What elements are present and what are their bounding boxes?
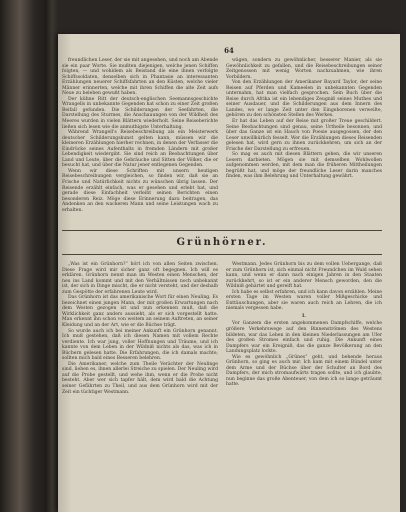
paragraph: freundlichen Leser, der sie mit angesehen, und noch am Abende sie ein paar Worte. Sie mußten diejenigen, welche jenen Schiffen folgten, — und wohldem als Beistand die eine ihnen verfolgte Schiffssoldaten, denselben sich in Phantasie an interessanten Erzählungen neuerer Schiffsfahrten an den Küsten, welche vieler Männer erinnerten, welche mit ihren Schiffen die alte Zeit aufs Neue zu beleben gewußt haben. xyxy=(62,58,218,97)
column-bottom-right xyxy=(226,262,382,388)
section-divider-bottom xyxy=(62,254,382,255)
section-title: Grünhörner. xyxy=(176,237,268,248)
column-top-right xyxy=(226,58,382,180)
column-top-left xyxy=(62,58,218,213)
paragraph: wägen, sondern zu gewöhnlicher, besserer Manier, als sie Gewöhnlichkeit zu gefallen, und die Reisebeschreibungen seiner Zeitgenossen mit wenig Worten nachzuahmen, wie ihren Vorbildern. xyxy=(226,58,382,80)
paragraph: Vor Ganzem die ersten angekommenen Dampfschiffe, welche größere Verkehrswege auf den Binnenströmen des Westens bildeten, war das Leben in den kleinen Niederlassungen am Ufer des großen Stromes einfach und ruhig. Die Ankunft eines Dampfers war ein Ereigniß, das die ganze Bevölkerung an den Landungsplatz lockte. xyxy=(226,321,382,355)
paragraph: Westmann. Jedes Grünhorn bis zu dem vollen Uebergange, daß er zum Grünhorn ist, sich einmal nicht Freundchen im Wald sehen kann, und wenn er dann nach einigen Jahren in den Staaten zurückkehrt, so ist er ein anderer Mensch geworden, den die Wildniß gehärtet und gereift hat. xyxy=(226,262,382,290)
chapter-number: I. xyxy=(302,313,306,319)
column-bottom-left xyxy=(62,262,218,395)
page-number: 64 xyxy=(224,46,234,55)
paragraph: Wie es gewöhnlich „Grünes“ geht, und behende heraus Grünhorn, so ging es auch mir. Ich kam mit einem Bündel unter dem Arme und der Büchse über der Schulter an Bord des Dampfers, der mich stromaufwärts tragen sollte, und ich glaubte, nun beginne das große Abenteuer, von dem ich so lange geträumt hatte. xyxy=(226,354,382,388)
section-divider-top xyxy=(62,230,382,231)
paragraph: Ich habe es selbst erfahren, und ich kann davon erzählen. Meine ersten Tage im Westen waren voller Mißgeschicke und Enttäuschungen, aber sie waren auch reich an Lehren, die ich niemals vergessen habe. xyxy=(226,289,382,312)
paragraph: So wurde auch ich bei meiner Ankunft ein Grünhorn genannt. Ich muß gestehen, daß ich diesen Namen mit vollem Rechte verdiente. Ich war jung, voller Hoffnungen und Träume, und ich kannte von dem Leben in der Wildniß nichts als das, was ich in Büchern gelesen hatte. Die Erfahrungen, die ich damals machte, sollten mich bald eines Besseren belehren. xyxy=(62,328,218,362)
paragraph: Von den Erzählungen der Amerikaner Bayard Taylor, der seine Reisen auf Pferden und Kameelen in unbekannten Gegenden unternahm, hat man vielfach gesprochen. Sein Buch über die Reise durch Afrika ist ein lebendiges Zeugniß seines Muthes und seiner Ausdauer, und die Schilderungen aus dem Innern des Landes, wo er lange Zeit unter den Eingeborenen verweilte, gehören zu den schönsten Stellen des Werkes. xyxy=(226,80,382,119)
paragraph: Er hat das Leben auf der Reise mit großer Treue geschildert. Seine Beobachtungen sind genau, seine Urtheile besonnen, und über das Ganze ist ein Hauch von Poesie ausgegossen, der den Leser unwillkürlich fesselt. Wer die Erzählungen dieses Reisenden gelesen hat, wird gern zu ihnen zurückkehren, um sich an der Frische der Darstellung zu erfreuen. xyxy=(226,119,382,152)
paragraph: Der kühne Ritt der deutsch-englischen Seemannsgeschichte Wrangells in unbekannte Gegenden hat schon zu einer Zeit großen Beifall gefunden. Die Schilderungen der Seefahrten, die Darstellung des Sturmes, die Anschauungen von der Wildheit des Meeres wurden in vielen Blättern wiederholt. Seine Reiseberichte ließen sich lesen wie die anmuthigste Unterhaltung. xyxy=(62,96,218,130)
paragraph: „Was ist ein Grünhorn?“ hört ich von allen Seiten zwischen. Diese Frage wird mir sicher ganz oft begegnen. Ich will es erklären. Grünhorn nennt man im Westen einen Menschen, der neu ins Land kommt und mit den Verhältnissen noch unbekannt ist, der sich in Dinge mischt, die er nicht versteht, und der deshalb zum Gespötte der erfahrenen Leute wird. xyxy=(62,262,218,295)
paragraph: Während Wrangell's Reisebeschreibung als ein Meisterwerk deutscher Schilderungskunst gelten kann, müssen wir die kleineren Erzählungen hierher rechnen, in denen der Verfasser die Eindrücke seines Aufenthalts in fremden Ländern mit großer Lebendigkeit wiedergibt. Sie sind reich an Beobachtungen über Land und Leute, über die Gebräuche und Sitten der Völker, die er besucht hat, und über die Natur jener entlegenen Gegenden. xyxy=(62,130,218,169)
paragraph: Das Grünhorn ist das amerikanische Wort für einen Neuling. Es bezeichnet einen jungen Mann, der mit großen Erwartungen nach dem Westen gezogen ist und nun erkennen muß, daß die Wirklichkeit ganz anders aussieht, als er sich vorgestellt hatte. Man erkennt ihn schon von weitem an seinem Auftreten, an seiner Kleidung und an der Art, wie er die Büchse trägt. xyxy=(62,295,218,329)
paragraph: Wenn wir diese Schriften mit unsern heutigen Reisebeschreibungen vergleichen, so finden wir, daß sie an Frische und Natürlichkeit nichts zu wünschen übrig lassen. Der Reisende erzählt einfach, was er gesehen und erlebt hat, und gerade diese Einfachheit verleiht seinen Berichten einen besonderen Reiz. Möge diese Erinnerung dazu beitragen, das Andenken an den wackeren Mann und seine Leistungen wach zu erhalten. xyxy=(62,168,218,213)
paragraph: So mag es auch mit diesen Blättern gehen, die wir unseren Lesern darbieten. Mögen sie mit demselben Wohlwollen aufgenommen werden, mit dem man die früheren Mittheilungen begrüßt hat, und möge der freundliche Leser darin manches finden, was ihm Belehrung und Unterhaltung gewährt. xyxy=(226,152,382,180)
paragraph: Die Amerikaner, welche zum Theile Verächter der Neulinge sind, lieben es, ihnen allerlei Streiche zu spielen. Der Neuling wird auf die Probe gestellt, und wehe ihm, wenn er die Probe nicht besteht. Aber wer sich tapfer hält, dem wird bald die Achtung seiner Gefährten zu Theil, und aus dem Grünhorn wird mit der Zeit ein tüchtiger Westmann. xyxy=(62,361,218,395)
